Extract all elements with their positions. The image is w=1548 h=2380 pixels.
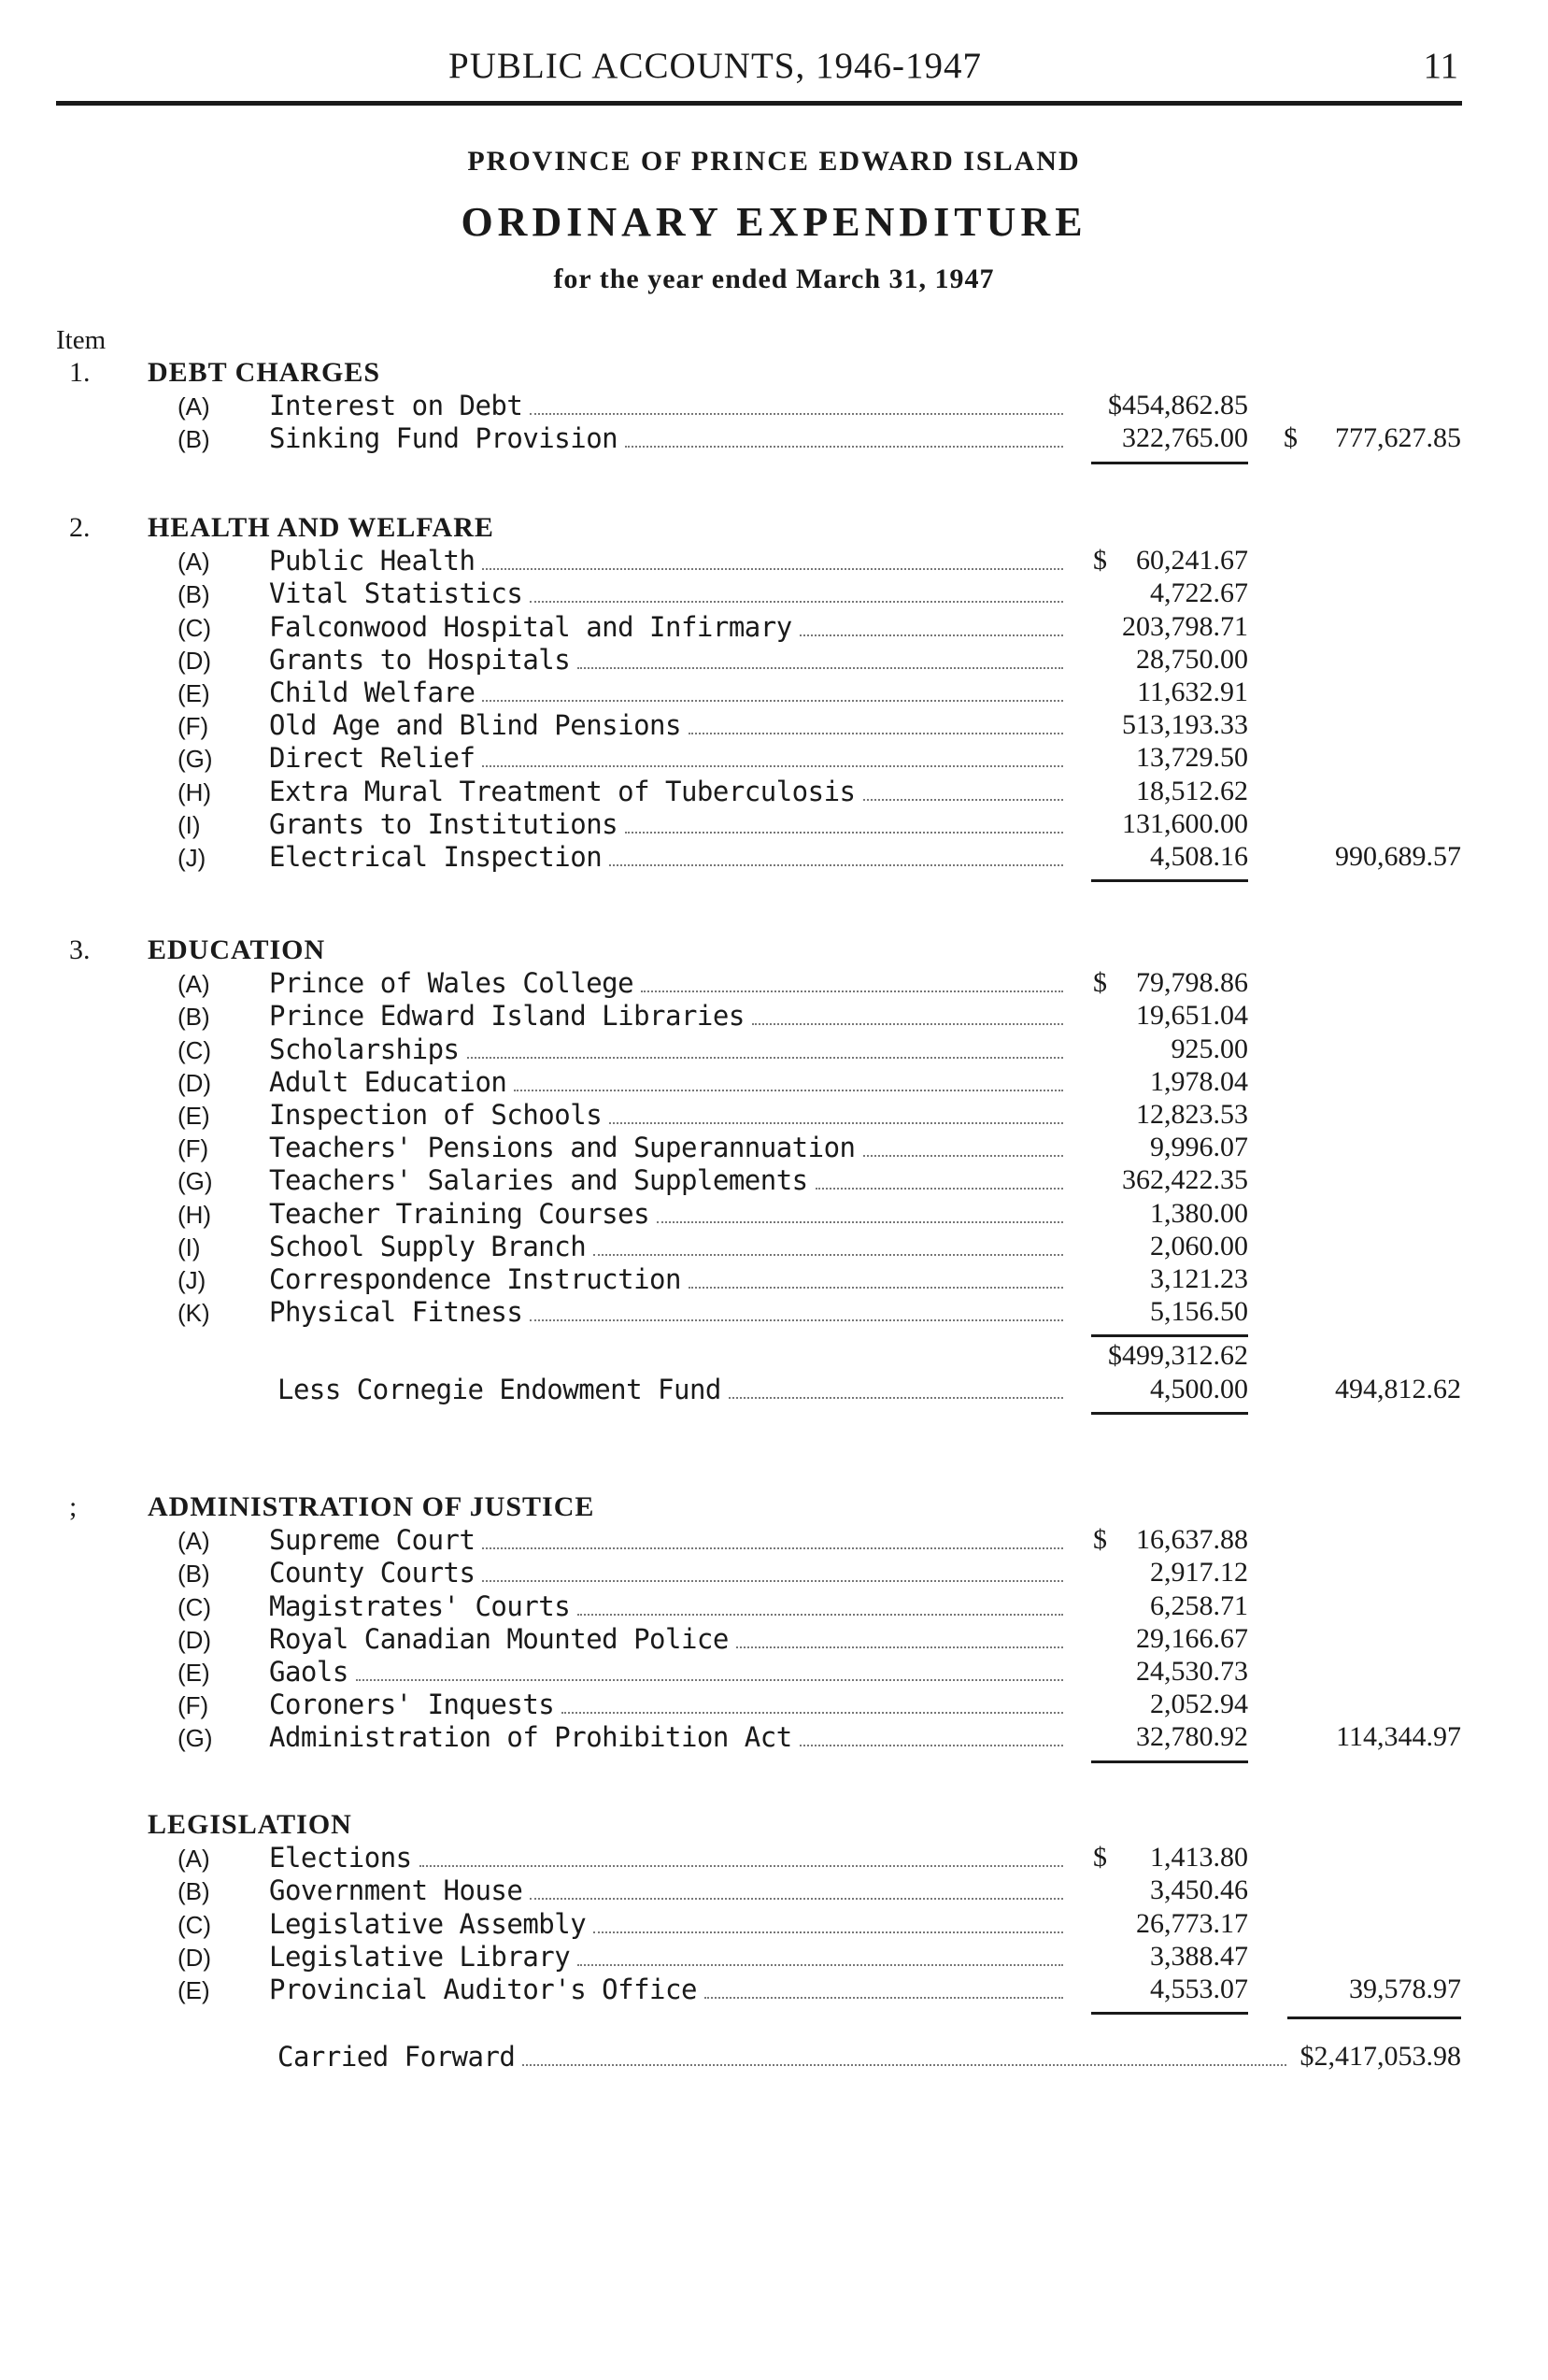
item-label: Teachers' Salaries and Supplements xyxy=(269,1164,808,1197)
item-amount: 4,508.16 xyxy=(1150,841,1248,872)
item-label: Administration of Prohibition Act xyxy=(269,1721,792,1754)
total-currency-symbol: $ xyxy=(1284,422,1298,454)
leader-dots xyxy=(530,601,1063,603)
item-label: Supreme Court xyxy=(269,1524,476,1557)
line-item xyxy=(0,841,1548,875)
item-label: Coroners' Inquests xyxy=(269,1689,555,1721)
line-item xyxy=(0,1974,1548,2007)
line-item xyxy=(0,1656,1548,1689)
leader-dots xyxy=(577,1614,1063,1616)
leader-dots xyxy=(816,1188,1063,1190)
item-label-container xyxy=(269,1000,1063,1033)
item-letter: (E) xyxy=(178,1976,210,2004)
item-amount: 513,193.33 xyxy=(1122,709,1248,741)
item-amount: 3,450.46 xyxy=(1150,1874,1248,1906)
item-letter: (B) xyxy=(178,1560,210,1589)
currency-symbol: $ xyxy=(1093,1842,1107,1874)
item-amount: $454,862.85 xyxy=(1108,390,1248,421)
line-item xyxy=(0,1721,1548,1755)
item-amount: 12,823.53 xyxy=(1136,1099,1248,1130)
line-item xyxy=(0,1296,1548,1330)
item-label: Carried Forward xyxy=(277,2041,516,2073)
leader-dots xyxy=(863,1155,1063,1157)
leader-dots xyxy=(689,1287,1063,1289)
item-label-container xyxy=(269,1066,1063,1100)
leader-dots xyxy=(593,1931,1063,1933)
line-item xyxy=(0,390,1548,423)
line-item xyxy=(0,1000,1548,1033)
line-item xyxy=(0,1066,1548,1100)
item-amount: 11,632.91 xyxy=(1137,677,1248,707)
document-title: ORDINARY EXPENDITURE xyxy=(461,199,1087,245)
item-label: Extra Mural Treatment of Tuberculosis xyxy=(269,775,856,807)
line-item xyxy=(0,611,1548,645)
leader-dots xyxy=(609,864,1063,866)
line-item xyxy=(0,1874,1548,1908)
item-label-container xyxy=(269,742,1063,776)
item-label-container xyxy=(269,390,1063,423)
item-label-container xyxy=(269,841,1063,875)
item-amount: 2,052.94 xyxy=(1150,1689,1248,1720)
section-end-rule xyxy=(1091,1412,1248,1415)
leader-dots xyxy=(530,1319,1063,1321)
total-column-rule xyxy=(1287,2017,1461,2019)
item-letter: (K) xyxy=(178,1299,210,1328)
item-letter: (A) xyxy=(178,970,210,999)
less-amount: 4,500.00 xyxy=(1150,1373,1248,1404)
leader-dots xyxy=(593,1254,1063,1256)
section-number: 2. xyxy=(69,512,91,543)
item-amount: 16,637.88 xyxy=(1136,1524,1248,1556)
item-amount: 1,413.80 xyxy=(1150,1842,1248,1874)
item-label-container xyxy=(269,1198,1063,1232)
item-letter: (F) xyxy=(178,1134,209,1163)
line-item xyxy=(0,1557,1548,1590)
leader-dots xyxy=(530,1898,1063,1900)
section-heading xyxy=(0,934,1548,968)
section-number: 1. xyxy=(69,357,91,388)
item-letter: (G) xyxy=(178,1167,213,1196)
section-total: 990,689.57 xyxy=(1335,841,1461,872)
item-label-container xyxy=(269,422,1063,456)
item-label-container xyxy=(269,1524,1063,1558)
item-amount: 28,750.00 xyxy=(1136,643,1248,675)
item-letter: (G) xyxy=(178,745,213,774)
currency-symbol: $ xyxy=(1093,545,1107,577)
leader-dots xyxy=(482,568,1063,570)
leader-dots xyxy=(609,1122,1063,1124)
leader-dots xyxy=(482,1547,1063,1549)
leader-dots xyxy=(641,990,1063,992)
section-end-rule xyxy=(1091,1760,1248,1763)
document-subtitle: for the year ended March 31, 1947 xyxy=(553,264,995,294)
line-item xyxy=(0,742,1548,776)
item-label: Provincial Auditor's Office xyxy=(269,1974,697,2005)
item-amount: 60,241.67 xyxy=(1136,545,1248,577)
item-amount: 362,422.35 xyxy=(1122,1164,1248,1196)
leader-dots xyxy=(800,1745,1063,1746)
item-label: Elections xyxy=(269,1842,412,1874)
item-amount: 19,651.04 xyxy=(1136,1000,1248,1032)
leader-dots xyxy=(800,634,1063,636)
item-letter: (D) xyxy=(178,1943,212,1972)
item-label: Grants to Hospitals xyxy=(269,643,571,676)
item-letter: (I) xyxy=(178,810,201,839)
item-label-container xyxy=(277,1374,1063,1407)
item-letter: (D) xyxy=(178,1068,212,1097)
item-amount: 4,553.07 xyxy=(1150,1974,1248,2004)
item-label: Less Cornegie Endowment Fund xyxy=(277,1373,721,1405)
item-label: Child Welfare xyxy=(269,677,476,708)
line-item xyxy=(0,1132,1548,1165)
leader-dots xyxy=(522,2064,1286,2066)
item-letter: (A) xyxy=(178,548,210,577)
item-label-container xyxy=(269,1099,1063,1133)
item-label-container xyxy=(269,776,1063,809)
item-label: Falconwood Hospital and Infirmary xyxy=(269,610,792,643)
item-label: Magistrates' Courts xyxy=(269,1589,571,1622)
section-total: 777,627.85 xyxy=(1335,422,1461,454)
section-number: ; xyxy=(69,1491,78,1522)
leader-dots xyxy=(530,413,1063,415)
section-total: 39,578.97 xyxy=(1349,1974,1461,2004)
item-letter: (I) xyxy=(178,1233,201,1261)
item-letter: (C) xyxy=(178,613,212,642)
item-label: Inspection of Schools xyxy=(269,1099,603,1131)
line-item xyxy=(0,1231,1548,1264)
item-label-container xyxy=(269,1132,1063,1165)
item-label-container xyxy=(269,1874,1063,1908)
running-title: PUBLIC ACCOUNTS, 1946-1947 xyxy=(448,46,982,86)
section-heading xyxy=(0,1809,1548,1843)
section-title: HEALTH AND WELFARE xyxy=(148,512,494,543)
item-label-container xyxy=(269,644,1063,677)
item-label: Legislative Library xyxy=(269,1940,571,1973)
item-label: Adult Education xyxy=(269,1065,507,1098)
item-amount: 18,512.62 xyxy=(1136,775,1248,806)
item-letter: (E) xyxy=(178,1659,210,1687)
line-item xyxy=(0,545,1548,578)
item-letter: (J) xyxy=(178,1266,206,1294)
item-label-container xyxy=(269,1296,1063,1330)
item-letter: (C) xyxy=(178,1592,212,1621)
section-title: EDUCATION xyxy=(148,934,326,965)
section-end-rule xyxy=(1091,879,1248,882)
item-letter: (B) xyxy=(178,580,210,609)
item-label: School Supply Branch xyxy=(269,1230,587,1262)
item-letter: (D) xyxy=(178,1625,212,1654)
leader-dots xyxy=(482,1580,1063,1582)
province-heading: PROVINCE OF PRINCE EDWARD ISLAND xyxy=(467,146,1081,177)
leader-dots xyxy=(482,765,1063,767)
section-end-rule xyxy=(1091,2012,1248,2015)
item-label-container xyxy=(269,1164,1063,1198)
item-amount: 3,121.23 xyxy=(1150,1263,1248,1294)
leader-dots xyxy=(689,733,1063,734)
item-label: Gaols xyxy=(269,1656,348,1688)
item-label: Teachers' Pensions and Superannuation xyxy=(269,1132,856,1164)
leader-dots xyxy=(561,1712,1063,1714)
line-item xyxy=(0,1590,1548,1624)
item-amount: 9,996.07 xyxy=(1150,1132,1248,1163)
item-letter: (A) xyxy=(178,392,210,421)
item-label-container xyxy=(269,808,1063,842)
item-amount: 5,156.50 xyxy=(1150,1296,1248,1328)
item-amount: 2,917.12 xyxy=(1150,1557,1248,1589)
item-label-container xyxy=(269,677,1063,710)
line-item xyxy=(0,1908,1548,1942)
item-label-container xyxy=(269,1842,1063,1875)
item-column-header: Item xyxy=(56,325,107,355)
item-amount: 4,722.67 xyxy=(1150,577,1248,609)
section-title: LEGISLATION xyxy=(148,1809,352,1840)
leader-dots xyxy=(482,700,1063,702)
line-item xyxy=(0,1263,1548,1297)
leader-dots xyxy=(752,1023,1063,1025)
item-label-container xyxy=(269,545,1063,578)
item-label: Teacher Training Courses xyxy=(269,1197,650,1230)
line-item xyxy=(0,1198,1548,1232)
item-amount: 13,729.50 xyxy=(1136,742,1248,774)
item-label-container xyxy=(269,1721,1063,1755)
section-title: ADMINISTRATION OF JUSTICE xyxy=(148,1491,595,1522)
item-letter: (F) xyxy=(178,712,209,741)
item-label-container xyxy=(269,1656,1063,1689)
section-heading xyxy=(0,357,1548,391)
line-item xyxy=(0,1164,1548,1198)
item-label-container xyxy=(269,1689,1063,1722)
section-number: 3. xyxy=(69,934,91,965)
currency-symbol: $ xyxy=(1093,967,1107,999)
item-label: County Courts xyxy=(269,1557,476,1589)
line-item xyxy=(0,422,1548,456)
line-item xyxy=(0,709,1548,743)
item-amount: 29,166.67 xyxy=(1136,1622,1248,1654)
leader-dots xyxy=(356,1679,1063,1681)
item-label-container xyxy=(269,1623,1063,1657)
item-letter: (C) xyxy=(178,1035,212,1064)
leader-dots xyxy=(729,1397,1063,1399)
item-amount: 925.00 xyxy=(1171,1033,1248,1064)
item-letter: (D) xyxy=(178,646,212,675)
item-label: Scholarships xyxy=(269,1033,460,1065)
item-amount: 1,380.00 xyxy=(1150,1197,1248,1229)
leader-dots xyxy=(736,1646,1063,1648)
line-item xyxy=(0,967,1548,1001)
item-amount: 1,978.04 xyxy=(1150,1065,1248,1097)
line-item xyxy=(0,577,1548,611)
item-label-container xyxy=(269,611,1063,645)
item-letter: (H) xyxy=(178,1200,212,1229)
line-item xyxy=(0,1941,1548,1974)
section-heading xyxy=(0,1491,1548,1525)
line-item xyxy=(0,677,1548,710)
item-letter: (F) xyxy=(178,1691,209,1720)
carried-forward-amount: $2,417,053.98 xyxy=(1299,2041,1461,2072)
item-letter: (H) xyxy=(178,777,212,806)
item-amount: 2,060.00 xyxy=(1150,1230,1248,1261)
item-label-container xyxy=(269,709,1063,743)
item-label-container xyxy=(269,577,1063,611)
section-heading xyxy=(0,512,1548,546)
carried-forward-row xyxy=(0,2041,1548,2074)
item-label: Legislative Assembly xyxy=(269,1907,587,1940)
item-label-container xyxy=(269,1033,1063,1067)
leader-dots xyxy=(577,667,1063,669)
section-total: 494,812.62 xyxy=(1335,1373,1461,1404)
item-label: Government House xyxy=(269,1874,523,1907)
item-label: Physical Fitness xyxy=(269,1296,523,1329)
item-letter: (G) xyxy=(178,1724,213,1753)
item-label-container xyxy=(269,1231,1063,1264)
line-item xyxy=(0,1524,1548,1558)
item-label-container xyxy=(269,1590,1063,1624)
leader-dots xyxy=(625,832,1063,834)
section-title: DEBT CHARGES xyxy=(148,357,381,388)
item-label: Direct Relief xyxy=(269,742,476,775)
item-label: Electrical Inspection xyxy=(269,841,603,873)
item-label-container xyxy=(269,967,1063,1001)
subtotal-row xyxy=(0,1340,1548,1374)
section-end-rule xyxy=(1091,462,1248,464)
item-amount: 131,600.00 xyxy=(1122,807,1248,839)
leader-dots xyxy=(704,1997,1063,1999)
leader-dots xyxy=(467,1057,1063,1059)
line-item xyxy=(0,1374,1548,1407)
item-label-container xyxy=(269,1557,1063,1590)
item-label: Prince of Wales College xyxy=(269,967,634,1000)
item-label-container xyxy=(269,1974,1063,2007)
item-amount: 3,388.47 xyxy=(1150,1940,1248,1972)
leader-dots xyxy=(625,446,1063,448)
line-item xyxy=(0,1033,1548,1067)
item-label: Royal Canadian Mounted Police xyxy=(269,1622,729,1655)
currency-symbol: $ xyxy=(1093,1524,1107,1556)
page-number: 11 xyxy=(1423,46,1458,86)
item-amount: 6,258.71 xyxy=(1150,1589,1248,1621)
item-label: Old Age and Blind Pensions xyxy=(269,709,681,742)
item-letter: (B) xyxy=(178,1877,210,1906)
item-label: Grants to Institutions xyxy=(269,807,618,840)
section-total: 114,344.97 xyxy=(1336,1721,1461,1753)
item-label-container xyxy=(269,1908,1063,1942)
item-label-container xyxy=(277,2041,1286,2074)
item-amount: 79,798.86 xyxy=(1136,967,1248,999)
line-item xyxy=(0,808,1548,842)
item-label-container xyxy=(269,1263,1063,1297)
item-letter: (B) xyxy=(178,1003,210,1032)
item-label: Correspondence Instruction xyxy=(269,1263,681,1295)
line-item xyxy=(0,1842,1548,1875)
item-letter: (J) xyxy=(178,844,206,872)
item-label: Interest on Debt xyxy=(269,390,523,422)
leader-dots xyxy=(657,1221,1063,1223)
item-label: Vital Statistics xyxy=(269,577,523,610)
item-letter: (E) xyxy=(178,1102,210,1130)
item-letter: (E) xyxy=(178,679,210,707)
item-amount: 32,780.92 xyxy=(1136,1721,1248,1753)
subtotal-amount: $499,312.62 xyxy=(1108,1340,1248,1372)
leader-dots xyxy=(863,799,1063,801)
item-amount: 322,765.00 xyxy=(1122,422,1248,454)
subtotal-rule xyxy=(1091,1334,1248,1337)
item-label: Public Health xyxy=(269,545,476,577)
item-label-container xyxy=(269,1941,1063,1974)
item-label: Prince Edward Island Libraries xyxy=(269,1000,745,1033)
item-letter: (A) xyxy=(178,1527,210,1556)
item-label: Sinking Fund Provision xyxy=(269,422,618,455)
leader-dots xyxy=(514,1090,1063,1091)
line-item xyxy=(0,644,1548,677)
line-item xyxy=(0,1689,1548,1722)
item-letter: (B) xyxy=(178,425,210,454)
line-item xyxy=(0,1623,1548,1657)
header-rule xyxy=(56,101,1462,106)
leader-dots xyxy=(419,1865,1063,1867)
item-amount: 24,530.73 xyxy=(1136,1656,1248,1687)
item-amount: 26,773.17 xyxy=(1136,1907,1248,1939)
line-item xyxy=(0,1099,1548,1133)
item-letter: (A) xyxy=(178,1845,210,1874)
line-item xyxy=(0,776,1548,809)
item-letter: (C) xyxy=(178,1910,212,1939)
leader-dots xyxy=(577,1964,1063,1966)
item-amount: 203,798.71 xyxy=(1122,610,1248,642)
